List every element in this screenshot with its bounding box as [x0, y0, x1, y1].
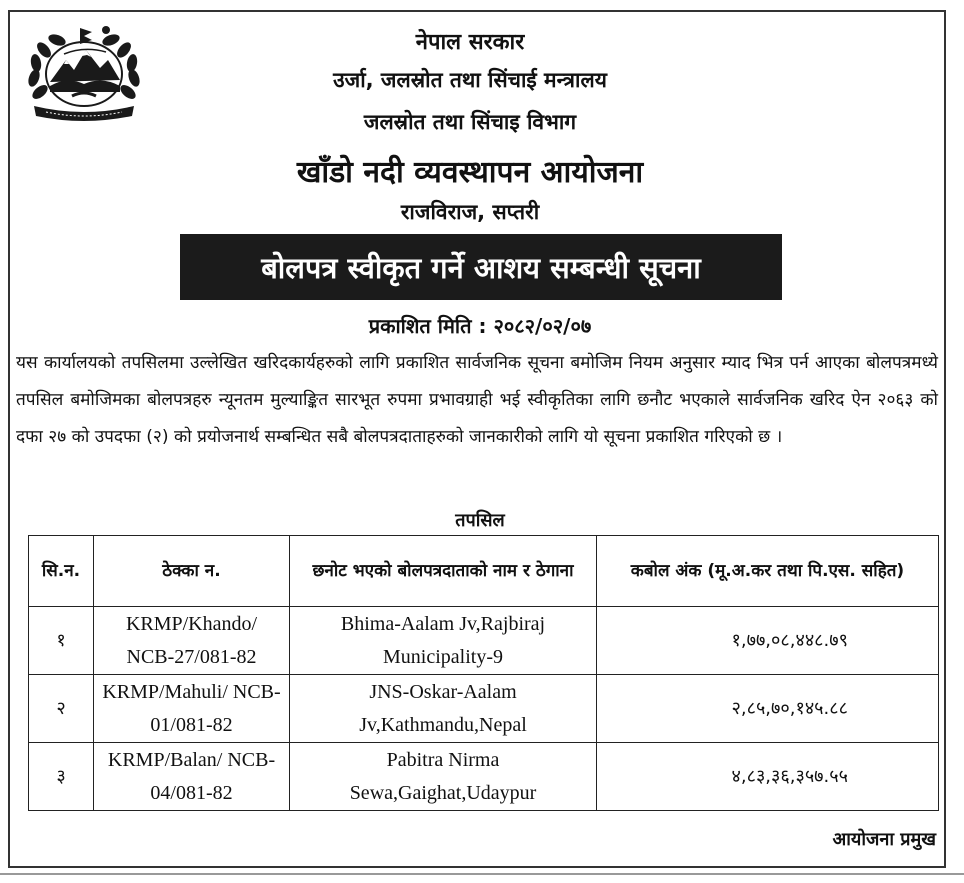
- department-name: जलस्रोत तथा सिंचाइ विभाग: [363, 110, 577, 134]
- row-amount: ४,८३,३६,३५७.५५: [597, 743, 939, 811]
- row-contract-no: KRMP/Balan/ NCB-04/081-82: [94, 743, 290, 811]
- header-contract-no: ठेक्का न.: [94, 536, 290, 607]
- details-heading: तपसिल: [455, 510, 505, 531]
- row-bidder: Bhima-Aalam Jv,Rajbiraj Municipality-9: [290, 607, 597, 675]
- row-amount: २,८५,७०,१४५.८८: [597, 675, 939, 743]
- signatory-title: आयोजना प्रमुख: [832, 829, 936, 850]
- row-contract-no: KRMP/Mahuli/ NCB-01/081-82: [94, 675, 290, 743]
- table-row: [29, 607, 939, 675]
- table-header-row: [29, 536, 939, 607]
- table-row: [29, 743, 939, 811]
- ministry-name: उर्जा, जलस्रोत तथा सिंचाई मन्त्रालय: [333, 68, 607, 92]
- project-name: खाँडो नदी व्यवस्थापन आयोजना: [296, 155, 644, 190]
- header-sn: सि.न.: [29, 536, 94, 607]
- office-location: राजविराज, सप्तरी: [400, 200, 540, 224]
- row-sn: १: [29, 607, 94, 675]
- row-sn: ३: [29, 743, 94, 811]
- header-bidder: छनोट भएको बोलपत्रदाताको नाम र ठेगाना: [290, 536, 597, 607]
- government-name: नेपाल सरकार: [415, 30, 525, 55]
- row-amount: १,७७,०८,४४८.७९: [597, 607, 939, 675]
- tender-table: [28, 535, 939, 811]
- row-contract-no: KRMP/Khando/ NCB-27/081-82: [94, 607, 290, 675]
- page-bottom-rule: [0, 873, 964, 875]
- notice-title: बोलपत्र स्वीकृत गर्ने आशय सम्बन्धी सूचना: [180, 234, 782, 300]
- row-sn: २: [29, 675, 94, 743]
- row-bidder: JNS-Oskar-Aalam Jv,Kathmandu,Nepal: [290, 675, 597, 743]
- row-bidder: Pabitra Nirma Sewa,Gaighat,Udaypur: [290, 743, 597, 811]
- notice-body: यस कार्यालयको तपसिलमा उल्लेखित खरिदकार्यहरुको लागि प्रकाशित सार्वजनिक सूचना बमोजिम नियम अनुसार म्याद भित्र पर्न आएका बोलपत्रमध्ये तपसिल बमोजिमका बोलपत्रहरु न्यूनतम मुल्याङ्कित सारभूत रुपमा प्रभावग्राही भई स्वीकृतिका लागि छनौट भएकाले सार्वजनिक खरिद ऐन २०६३ को दफा २७ को उपदफा (२) को प्रयोजनार्थ सम्बन्धित सबै बोलपत्रदाताहरुको जानकारीको लागि यो सूचना प्रकाशित गरिएको छ ।: [16, 353, 938, 447]
- nepal-government-emblem-icon: [22, 20, 146, 124]
- table-row: [29, 675, 939, 743]
- published-date: प्रकाशित मिति : २०८२/०२/०७: [368, 314, 592, 338]
- header-amount: कबोल अंक (मू.अ.कर तथा पि.एस. सहित): [597, 536, 939, 607]
